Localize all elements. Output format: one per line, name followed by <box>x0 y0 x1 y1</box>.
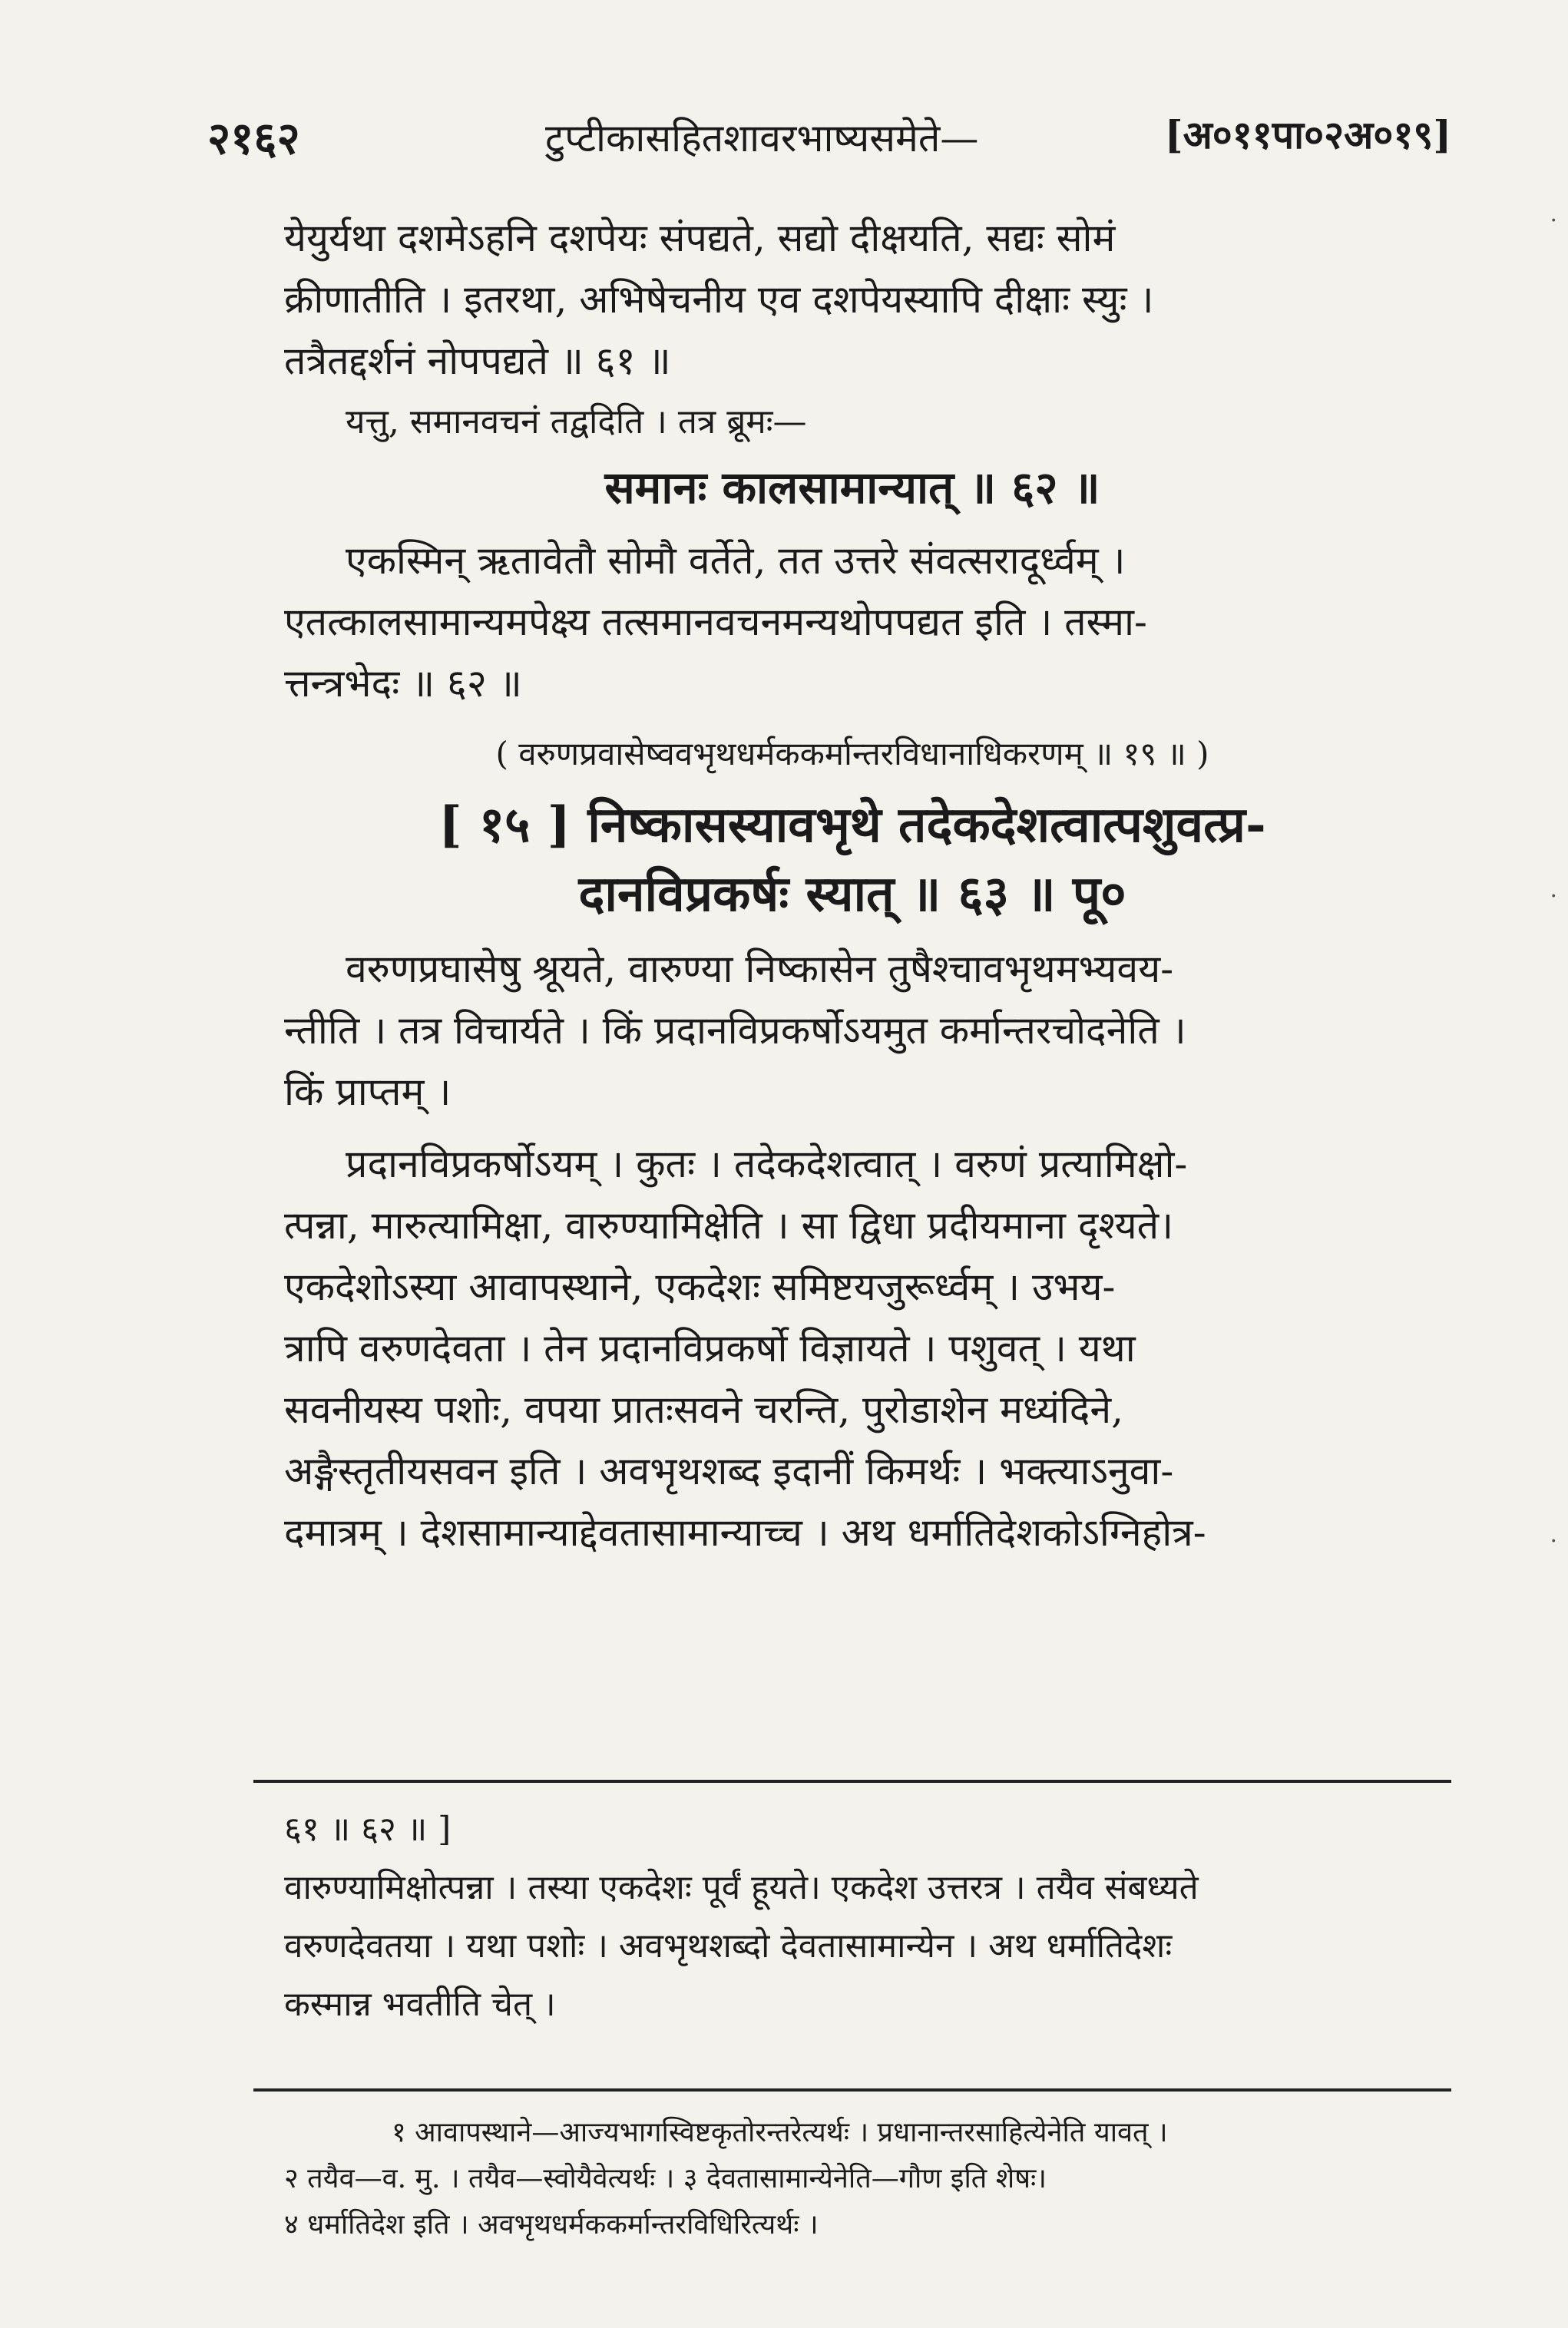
edge-mark: · <box>1550 1528 1557 1555</box>
text-line: दमात्रम् । देशसामान्याद्देवतासामान्याच्च । अथ धर्मातिदेशकोऽग्निहोत्र- <box>284 1510 1206 1555</box>
text-line: त्तन्त्रभेदः ॥ ६२ ॥ <box>284 661 522 706</box>
edge-mark: · <box>1550 207 1557 234</box>
footnote: ४ धर्मातिदेश इति । अवभृथधर्मककर्मान्तरविधिरित्यर्थः । <box>284 2209 819 2240</box>
text-line: येयुर्यथा दशमेऽहनि दशपेयः संपद्यते, सद्यो दीक्षयति, सद्यः सोमं <box>284 216 1116 260</box>
page-number: २१६२ <box>207 112 300 164</box>
chapter-reference: [अ०११पा०२अ०१९] <box>1164 112 1451 157</box>
text-line: वरुणप्रघासेषु श्रूयते, वारुण्या निष्कासेन तुषैश्चावभृथमभ्यवय- <box>346 947 1174 991</box>
text-line: तत्रैतद्दर्शनं नोपपद्यते ॥ ६१ ॥ <box>284 339 671 383</box>
sutra-62: समानः कालसामान्यात् ॥ ६२ ॥ <box>604 461 1100 514</box>
text-line: किं प्राप्तम् । <box>284 1070 452 1114</box>
commentary-line: कस्मान्न भवतीति चेत् । <box>284 1985 556 2024</box>
commentary-head: ६१ ॥ ६२ ॥ ] <box>284 1810 452 1849</box>
sutra-63-line: [ १५ ] निष्कासस्यावभृथे तदेकदेशत्वात्पशुवत्प्र- <box>438 796 1266 854</box>
text-line: क्रीणातीति । इतरथा, अभिषेचनीय एव दशपेयस्यापि दीक्षाः स्युः । <box>284 277 1154 322</box>
text-line: एकदेशोऽस्या आवापस्थाने, एकदेशः समिष्टयजुरूर्ध्वम् । उभय- <box>284 1265 1116 1309</box>
scan-edge-marks <box>1522 0 1568 2328</box>
main-text <box>284 207 1421 1563</box>
running-header <box>207 106 1451 167</box>
adhikarana-title: ( वरुणप्रवासेष्ववभृथधर्मककर्मान्तरविधानाधिकरणम् ॥ १९ ॥ ) <box>495 735 1209 772</box>
commentary <box>284 1801 1421 2034</box>
sutra-63-line: दानविप्रकर्षः स्यात् ॥ ६३ ॥ पू० <box>578 865 1126 923</box>
text-line: त्रापि वरुणदेवता । तेन प्रदानविप्रकर्षो विज्ञायते । पशुवत् । यथा <box>284 1326 1136 1371</box>
commentary-line: वारुण्यामिक्षोत्पन्ना । तस्या एकदेशः पूर्वं हूयते। एकदेश उत्तरत्र । तयैव संबध्यते <box>284 1868 1199 1907</box>
text-line: प्रदानविप्रकर्षोऽयम् । कुतः । तदेकदेशत्वात् । वरुणं प्रत्यामिक्षो- <box>346 1142 1188 1186</box>
text-line: एकस्मिन् ऋतावेतौ सोमौ वर्तेते, तत उत्तरे संवत्सरादूर्ध्वम् । <box>346 538 1126 583</box>
text-line: न्तीति । तत्र विचार्यते । किं प्रदानविप्रकर्षोऽयमुत कर्मान्तरचोदनेति । <box>284 1008 1186 1053</box>
commentary-line: वरुणदेवतया । यथा पशोः । अवभृथशब्दो देवतासामान्येन । अथ धर्मातिदेशः <box>284 1926 1173 1966</box>
text-line: यत्तु, समानवचनं तद्वदिति । तत्र ब्रूमः— <box>346 402 807 441</box>
divider <box>253 2088 1451 2092</box>
footnote: १ आवापस्थाने—आज्यभागस्विष्टकृतोरन्तरेत्यर्थः । प्रधानान्तरसाहित्येनेति यावत् । <box>392 2117 1168 2148</box>
footnotes <box>284 2110 1421 2248</box>
edge-mark: · <box>1550 883 1557 910</box>
text-line: त्पन्ना, मारुत्यामिक्षा, वारुण्यामिक्षेति । सा द्विधा प्रदीयमाना दृश्यते। <box>284 1203 1174 1248</box>
footnote: २ तयैव—व. मु. । तयैव—स्वोयैवेत्यर्थः । ३ देवतासामान्येनेति—गौण इति शेषः। <box>284 2163 1047 2194</box>
running-title: टुप्टीकासहितशावरभाष्यसमेते— <box>545 116 979 160</box>
text-line: सवनीयस्य पशोः, वपया प्रातःसवने चरन्ति, पुरोडाशेन मध्यंदिने, <box>284 1387 1123 1432</box>
divider <box>253 1780 1451 1783</box>
text-line: एतत्कालसामान्यमपेक्ष्य तत्समानवचनमन्यथोपपद्यत इति । तस्मा- <box>284 600 1147 644</box>
text-line: अङ्गैस्तृतीयसवन इति । अवभृथशब्द इदानीं किमर्थः । भक्त्याऽनुवा- <box>284 1449 1174 1493</box>
